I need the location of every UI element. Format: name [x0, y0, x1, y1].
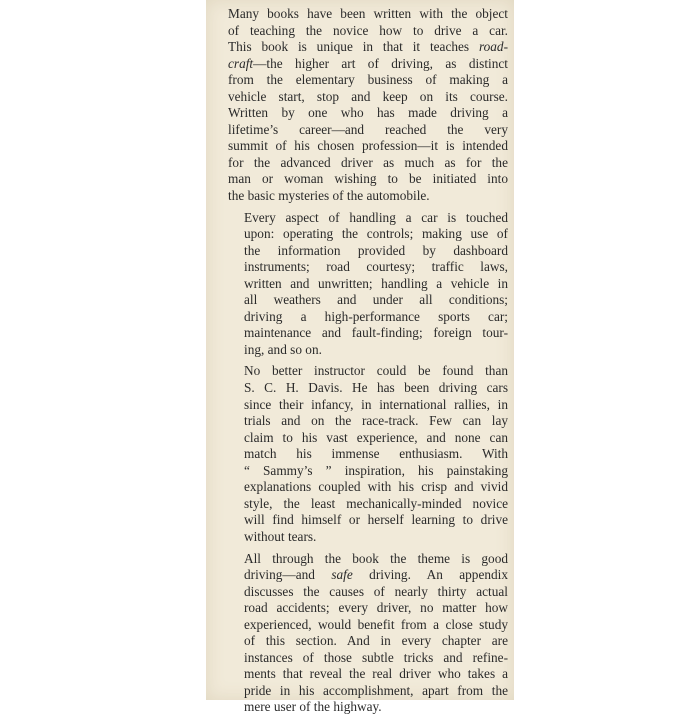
text-run: vehicle start, stop and keep on its course.: [228, 88, 508, 104]
text-run: upon: operating the controls; making use of: [244, 226, 508, 242]
text-line: [228, 529, 508, 546]
paragraph: [228, 210, 508, 359]
text-line: [228, 188, 508, 205]
text-line: [228, 226, 508, 243]
body-text-column: [228, 6, 508, 721]
text-line: [228, 430, 508, 447]
text-line: [228, 463, 508, 480]
text-line: [228, 276, 508, 293]
text-line: [228, 584, 508, 601]
text-line: [228, 325, 508, 342]
text-line: [228, 122, 508, 139]
paragraph: [228, 6, 508, 205]
text-line: [228, 683, 508, 700]
text-run: will find himself or herself learning to drive: [244, 512, 508, 528]
text-line: [228, 380, 508, 397]
text-run: “ Sammy’s ” inspiration, his painstaking: [244, 462, 508, 478]
italic-text-run: craft: [228, 55, 254, 71]
text-line: [228, 617, 508, 634]
text-run: S. C. H. Davis. He has been driving cars: [244, 380, 508, 396]
text-run: Every aspect of handling a car is touched: [244, 209, 508, 225]
text-run: the information provided by dashboard: [244, 242, 508, 258]
text-line: [228, 89, 508, 106]
text-line: [228, 243, 508, 260]
text-run: No better instructor could be found than: [244, 363, 508, 379]
italic-text-run: road-: [478, 39, 508, 55]
text-run: without tears.: [244, 528, 317, 544]
text-line: [228, 23, 508, 40]
text-line: [228, 259, 508, 276]
text-line: [228, 397, 508, 414]
text-run: driving—and: [244, 567, 332, 583]
text-run: ments that reveal the real driver who takes a: [244, 666, 508, 682]
text-line: [228, 699, 508, 716]
text-line: [228, 446, 508, 463]
text-line: [228, 496, 508, 513]
text-line: [228, 512, 508, 529]
text-line: [228, 309, 508, 326]
text-line: [228, 650, 508, 667]
text-line: [228, 413, 508, 430]
text-run: experienced, would benefit from a close study: [244, 616, 508, 632]
text-run: trials and on the race-track. Few can lay: [244, 413, 508, 429]
italic-text-run: safe: [331, 567, 353, 583]
text-run: road accidents; every driver, no matter how: [244, 600, 508, 616]
text-line: [228, 666, 508, 683]
text-run: written and unwritten; handling a vehicle in: [244, 275, 508, 291]
text-run: —the higher art of driving, as distinct: [253, 55, 508, 71]
text-run: instruments; road courtesy; traffic laws,: [244, 259, 508, 275]
text-run: driving a high-performance sports car;: [244, 308, 508, 324]
paragraph: [228, 363, 508, 545]
text-run: since their infancy, in international rallies, in: [244, 396, 508, 412]
text-run: match his immense enthusiasm. With: [244, 446, 508, 462]
text-run: from the elementary business of making a: [228, 72, 508, 88]
text-run: maintenance and fault-finding; foreign tour-: [244, 325, 508, 341]
text-run: for the advanced driver as much as for the: [228, 154, 508, 170]
paragraph: [228, 551, 508, 716]
text-line: [228, 342, 508, 359]
text-run: Many books have been written with the object: [228, 6, 508, 21]
text-line: [228, 600, 508, 617]
text-line: [228, 105, 508, 122]
text-run: style, the least mechanically-minded novice: [244, 495, 508, 511]
text-line: [228, 39, 508, 56]
text-run: the basic mysteries of the automobile.: [228, 188, 430, 204]
text-line: [228, 567, 508, 584]
text-line: [228, 292, 508, 309]
text-run: claim to his vast experience, and none can: [244, 429, 508, 445]
text-run: of teaching the novice how to drive a car.: [228, 22, 508, 38]
text-run: mere user of the highway.: [244, 699, 382, 715]
text-line: [228, 155, 508, 172]
text-run: All through the book the theme is good: [244, 550, 508, 566]
text-line: [228, 479, 508, 496]
text-line: [228, 633, 508, 650]
text-run: Written by one who has made driving a: [228, 105, 508, 121]
text-run: discusses the causes of nearly thirty actual: [244, 583, 508, 599]
text-line: [228, 72, 508, 89]
text-run: pride in his accomplishment, apart from the: [244, 682, 508, 698]
text-line: [228, 363, 508, 380]
text-run: man or woman wishing to be initiated into: [228, 171, 508, 187]
text-run: This book is unique in that it teaches: [228, 39, 479, 55]
text-line: [228, 171, 508, 188]
text-run: explanations coupled with his crisp and vivid: [244, 479, 508, 495]
text-run: summit of his chosen profession—it is intended: [228, 138, 508, 154]
text-run: lifetime’s career—and reached the very: [228, 121, 508, 137]
text-line: [228, 6, 508, 23]
text-line: [228, 138, 508, 155]
text-line: [228, 551, 508, 568]
text-run: ing, and so on.: [244, 341, 322, 357]
text-run: of this section. And in every chapter are: [244, 633, 508, 649]
text-run: instances of those subtle tricks and refine-: [244, 649, 508, 665]
text-run: all weathers and under all conditions;: [244, 292, 508, 308]
text-line: [228, 56, 508, 73]
text-line: [228, 210, 508, 227]
text-run: driving. An appendix: [352, 567, 508, 583]
